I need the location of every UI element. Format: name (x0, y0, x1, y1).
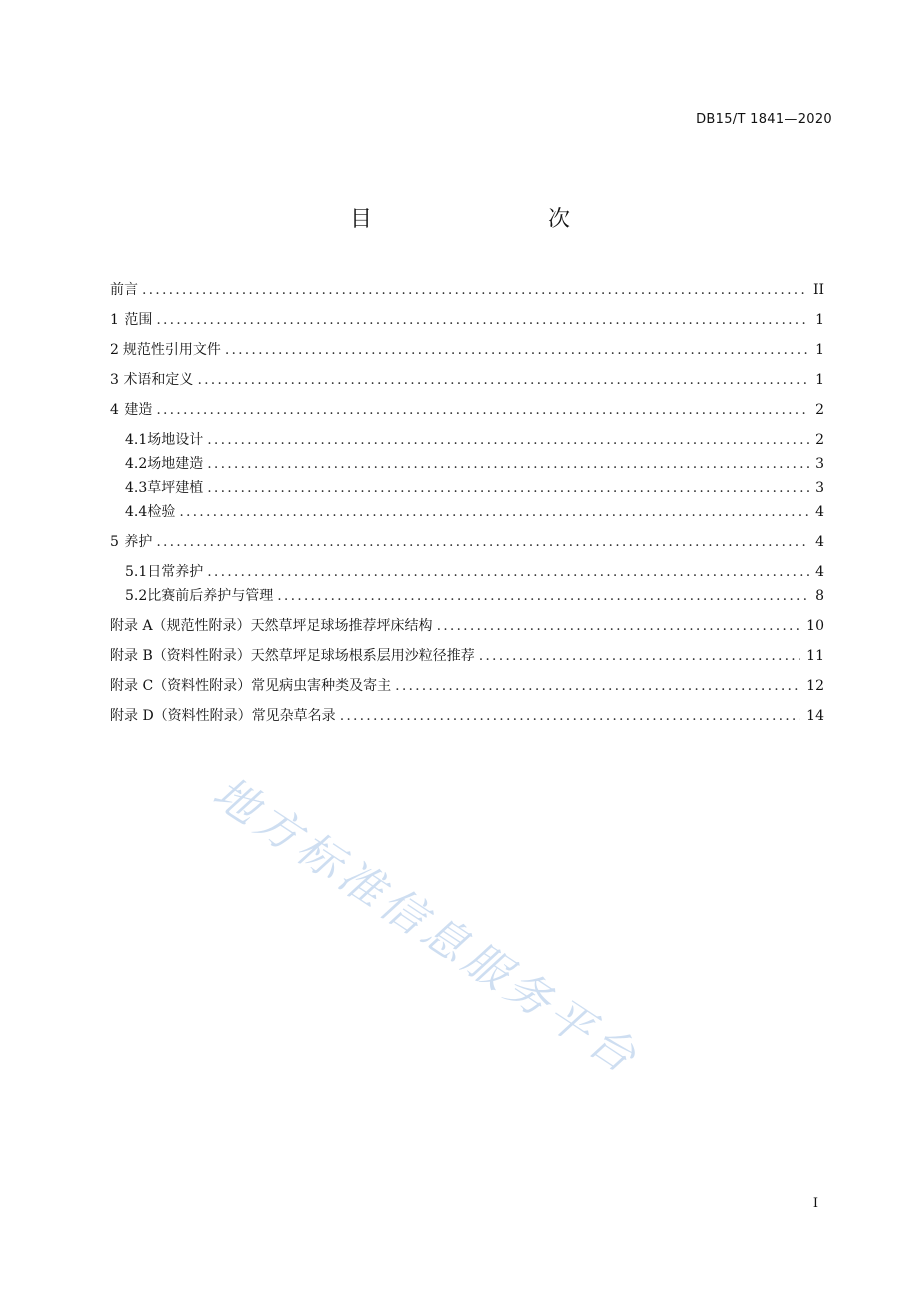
toc-entry-appendix-b[interactable] (110, 645, 824, 675)
toc-entry-number: 5.2 (125, 588, 148, 604)
toc-entry-page: 3 (815, 456, 824, 472)
toc-entry-number: 附录 B（资料性附录） (110, 648, 251, 664)
toc-entry-page: 4 (815, 564, 824, 580)
table-of-contents (110, 279, 824, 735)
toc-entry-label: 常见杂草名录 (251, 708, 336, 724)
toc-entry-number: 附录 D（资料性附录） (110, 708, 252, 724)
toc-leader-dots (437, 615, 801, 637)
toc-leader-dots (207, 561, 809, 583)
toc-entry-4-2[interactable] (110, 453, 824, 477)
toc-entry-label: 范围 (124, 312, 153, 328)
toc-entry-number: 4.3 (125, 480, 148, 496)
toc-entry-page: 12 (806, 678, 824, 694)
toc-entry-number: 1 (110, 312, 119, 328)
toc-leader-dots (207, 429, 809, 451)
toc-entry-number: 4.2 (125, 456, 148, 472)
toc-leader-dots (207, 477, 809, 499)
toc-entry-label: 日常养护 (147, 564, 204, 580)
toc-entry-number: 4 (110, 402, 119, 418)
toc-entry-page: 4 (815, 534, 824, 550)
toc-leader-dots (225, 339, 809, 361)
toc-entry-page: 10 (806, 618, 824, 634)
toc-entry-1[interactable] (110, 309, 824, 339)
toc-entry-label: 天然草坪足球场推荐坪床结构 (250, 618, 433, 634)
toc-entry-4-3[interactable] (110, 477, 824, 501)
toc-entry-label: 检验 (147, 504, 176, 520)
toc-leader-dots (277, 585, 809, 607)
toc-entry-page: 1 (815, 312, 824, 328)
toc-entry-5-1[interactable] (110, 561, 824, 585)
toc-entry-5-2[interactable] (110, 585, 824, 615)
toc-entry-page: II (812, 282, 824, 298)
toc-entry-appendix-c[interactable] (110, 675, 824, 705)
toc-entry-label: 场地建造 (147, 456, 204, 472)
toc-entry-5[interactable] (110, 531, 824, 561)
toc-entry-4-4[interactable] (110, 501, 824, 531)
toc-leader-dots (395, 675, 800, 697)
toc-leader-dots (340, 705, 800, 727)
toc-entry-foreword[interactable] (110, 279, 824, 309)
toc-entry-4-1[interactable] (110, 429, 824, 453)
toc-leader-dots (479, 645, 800, 667)
toc-entry-label: 术语和定义 (123, 372, 194, 388)
toc-entry-3[interactable] (110, 369, 824, 399)
standard-code: DB15/T 1841—2020 (696, 112, 832, 127)
toc-entry-page: 11 (806, 648, 824, 664)
toc-entry-label: 规范性引用文件 (122, 342, 221, 358)
toc-entry-appendix-a[interactable] (110, 615, 824, 645)
watermark: 地方标准信息服务平台 (203, 767, 649, 1086)
toc-leader-dots (156, 399, 809, 421)
toc-entry-number: 3 (110, 372, 119, 388)
toc-entry-number: 5 (110, 534, 119, 550)
toc-entry-2[interactable] (110, 339, 824, 369)
toc-entry-number: 4.1 (125, 432, 148, 448)
toc-entry-appendix-d[interactable] (110, 705, 824, 735)
toc-entry-number: 4.4 (125, 504, 148, 520)
toc-entry-4[interactable] (110, 399, 824, 429)
toc-entry-label: 天然草坪足球场根系层用沙粒径推荐 (250, 648, 475, 664)
toc-entry-page: 1 (815, 372, 824, 388)
toc-leader-dots (179, 501, 809, 523)
toc-entry-label: 比赛前后养护与管理 (147, 588, 274, 604)
toc-entry-number: 附录 A（规范性附录） (110, 618, 251, 634)
toc-leader-dots (156, 309, 809, 331)
page-number: I (812, 1196, 818, 1211)
toc-entry-page: 8 (815, 588, 824, 604)
toc-entry-number: 附录 C（资料性附录） (110, 678, 252, 694)
toc-entry-page: 4 (815, 504, 824, 520)
toc-entry-number: 5.1 (125, 564, 148, 580)
toc-entry-page: 2 (815, 432, 824, 448)
toc-leader-dots (207, 453, 809, 475)
page-title: 目 次 (349, 207, 614, 232)
toc-entry-number: 2 (110, 342, 119, 358)
toc-entry-label: 场地设计 (147, 432, 204, 448)
toc-entry-label: 建造 (124, 402, 153, 418)
toc-entry-label: 养护 (124, 534, 153, 550)
toc-entry-page: 3 (815, 480, 824, 496)
toc-leader-dots (142, 279, 807, 301)
toc-leader-dots (156, 531, 809, 553)
toc-entry-page: 2 (815, 402, 824, 418)
toc-entry-label: 草坪建植 (147, 480, 204, 496)
toc-entry-page: 1 (815, 342, 824, 358)
toc-entry-label: 前言 (110, 282, 138, 298)
toc-entry-label: 常见病虫害种类及寄主 (251, 678, 392, 694)
toc-leader-dots (197, 369, 809, 391)
toc-entry-page: 14 (806, 708, 824, 724)
